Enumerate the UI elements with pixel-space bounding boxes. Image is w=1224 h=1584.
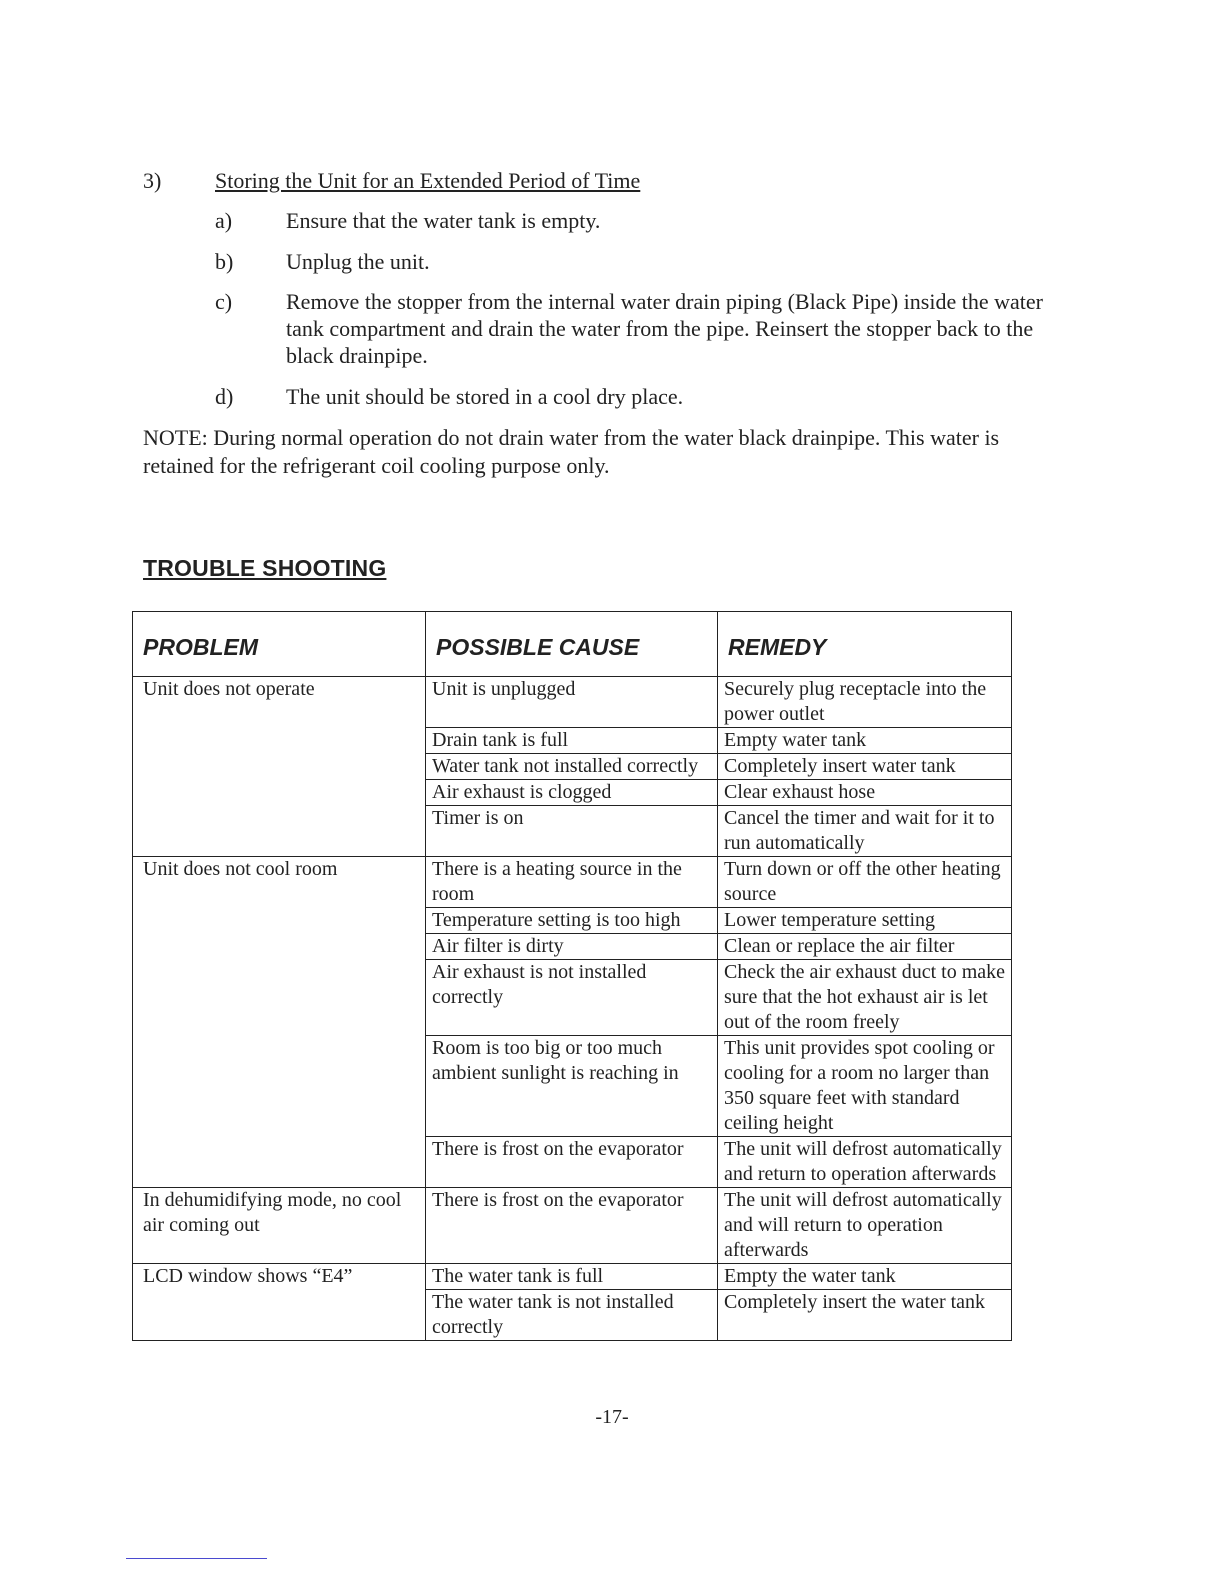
- cause-cell: Room is too big or too much ambient sunlight is reaching in: [426, 1036, 718, 1137]
- table-row: [133, 857, 1012, 908]
- troubleshooting-heading: TROUBLE SHOOTING: [143, 555, 387, 581]
- table-header-row: [133, 612, 1012, 677]
- problem-cell: Unit does not cool room: [133, 857, 426, 1188]
- remedy-cell: Completely insert the water tank: [718, 1290, 1012, 1341]
- cause-cell: There is frost on the evaporator: [426, 1137, 718, 1188]
- cause-cell: There is frost on the evaporator: [426, 1188, 718, 1264]
- remedy-cell: Empty the water tank: [718, 1264, 1012, 1290]
- step-text: The unit should be stored in a cool dry place.: [286, 384, 684, 409]
- cause-cell: The water tank is not installed correctly: [426, 1290, 718, 1341]
- troubleshooting-table: [132, 611, 1012, 1341]
- remedy-cell: Turn down or off the other heating source: [718, 857, 1012, 908]
- remedy-cell: This unit provides spot cooling or cooling for a room no larger than 350 square feet with standard ceiling height: [718, 1036, 1012, 1137]
- cause-cell: The water tank is full: [426, 1264, 718, 1290]
- remedy-cell: Check the air exhaust duct to make sure that the hot exhaust air is let out of the room freely: [718, 960, 1012, 1036]
- header-problem: PROBLEM: [133, 612, 426, 677]
- cause-cell: Air exhaust is not installed correctly: [426, 960, 718, 1036]
- step-text: Unplug the unit.: [286, 249, 430, 274]
- cause-cell: Timer is on: [426, 806, 718, 857]
- problem-cell: Unit does not operate: [133, 677, 426, 857]
- table-row: [133, 677, 1012, 728]
- cause-cell: Air exhaust is clogged: [426, 780, 718, 806]
- remedy-cell: Lower temperature setting: [718, 908, 1012, 934]
- step-text: Ensure that the water tank is empty.: [286, 208, 601, 233]
- section-title: Storing the Unit for an Extended Period of Time: [215, 168, 641, 193]
- remedy-cell: The unit will defrost automatically and will return to operation afterwards: [718, 1188, 1012, 1264]
- problem-cell: In dehumidifying mode, no cool air coming out: [133, 1188, 426, 1264]
- problem-cell: LCD window shows “E4”: [133, 1264, 426, 1341]
- remedy-cell: Clear exhaust hose: [718, 780, 1012, 806]
- step-letter: b): [215, 249, 234, 274]
- page-number: -17-: [595, 1406, 629, 1428]
- footnote-separator: [126, 1558, 267, 1559]
- step-letter: d): [215, 384, 234, 409]
- cause-cell: Air filter is dirty: [426, 934, 718, 960]
- remedy-cell: The unit will defrost automatically and return to operation afterwards: [718, 1137, 1012, 1188]
- cause-cell: Temperature setting is too high: [426, 908, 718, 934]
- remedy-cell: Securely plug receptacle into the power outlet: [718, 677, 1012, 728]
- cause-cell: There is a heating source in the room: [426, 857, 718, 908]
- table-row: [133, 1188, 1012, 1264]
- step-letter: a): [215, 208, 233, 233]
- cause-cell: Water tank not installed correctly: [426, 754, 718, 780]
- section-number: 3): [143, 168, 162, 193]
- table-row: [133, 1264, 1012, 1290]
- cause-cell: Unit is unplugged: [426, 677, 718, 728]
- header-remedy: REMEDY: [718, 612, 1012, 677]
- cause-cell: Drain tank is full: [426, 728, 718, 754]
- step-letter: c): [215, 289, 233, 314]
- remedy-cell: Cancel the timer and wait for it to run automatically: [718, 806, 1012, 857]
- remedy-cell: Completely insert water tank: [718, 754, 1012, 780]
- storage-note: NOTE: During normal operation do not drain water from the water black drainpipe. This water is retained for the refrigerant coil cooling purpose only.: [143, 425, 1000, 478]
- step-text: Remove the stopper from the internal water drain piping (Black Pipe) inside the water tank compartment and drain the water from the pipe. Reinsert the stopper back to the black drainpipe.: [286, 289, 1043, 368]
- remedy-cell: Empty water tank: [718, 728, 1012, 754]
- header-possible-cause: POSSIBLE CAUSE: [426, 612, 718, 677]
- remedy-cell: Clean or replace the air filter: [718, 934, 1012, 960]
